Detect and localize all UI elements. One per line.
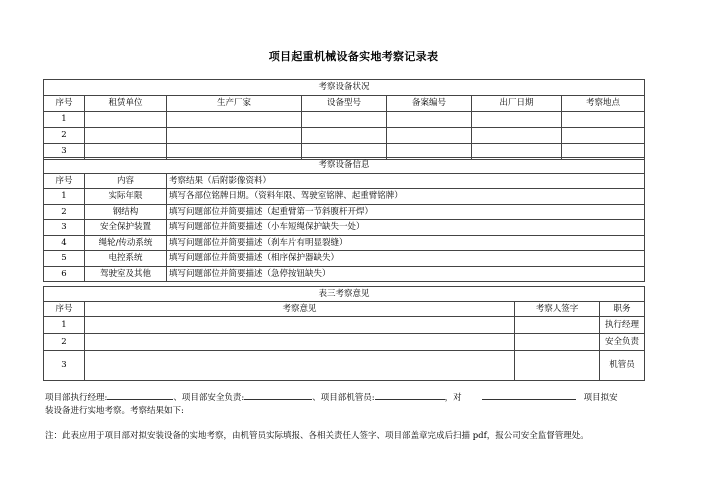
table-row: [44, 334, 645, 351]
column-header: 备案编号: [387, 96, 472, 112]
column-header: 出厂日期: [472, 96, 562, 112]
column-header: 考察结果（后附影像资料）: [167, 173, 645, 189]
equipment-info-table: [43, 157, 645, 282]
column-header: 生产厂家: [167, 96, 302, 112]
blank-cell[interactable]: [167, 112, 302, 128]
inspection-result[interactable]: 填写问题部位并简要描述（相序保护器缺失）: [167, 251, 645, 267]
equipment-officer-label: 、项目部机管员:: [312, 393, 375, 403]
document-title: 项目起重机械设备实地考察记录表: [268, 50, 439, 63]
section-header: 考察设备信息: [44, 158, 645, 174]
section-header: 表三考察意见: [44, 287, 645, 302]
equipment-status-table: [43, 79, 645, 160]
project-blank[interactable]: [482, 391, 576, 400]
column-header: 考察人签字: [515, 302, 600, 317]
table-row: [44, 251, 645, 267]
inspection-result[interactable]: 填写问题部位并简要描述（急停按钮缺失）: [167, 266, 645, 282]
signature-cell[interactable]: [515, 351, 600, 381]
column-header: 租赁单位: [85, 96, 167, 112]
inspection-result[interactable]: 填写各部位铭牌日期。（资料年限、驾驶室铭牌、起重臂铭牌）: [167, 189, 645, 205]
blank-cell[interactable]: [387, 112, 472, 128]
table-row: [44, 235, 645, 251]
blank-cell[interactable]: [472, 128, 562, 144]
statement-line2: 装设备进行实地考察。考察结果如下:: [45, 406, 184, 416]
column-header: 内容: [85, 173, 167, 189]
exec-manager-label: 项目部执行经理:: [45, 393, 108, 403]
blank-cell[interactable]: [302, 112, 387, 128]
table-row: [44, 204, 645, 220]
blank-cell[interactable]: [302, 128, 387, 144]
exec-manager-blank[interactable]: [107, 391, 173, 400]
table-row: [44, 220, 645, 236]
to-label: ，对: [444, 393, 462, 403]
row-number: 1: [44, 317, 85, 334]
inspection-item: 钢结构: [85, 204, 167, 220]
blank-cell[interactable]: [387, 128, 472, 144]
column-header: 序号: [44, 302, 85, 317]
row-number: 2: [44, 204, 85, 220]
table-row: [44, 266, 645, 282]
row-number: 1: [44, 112, 85, 128]
signature-cell[interactable]: [515, 334, 600, 351]
opinion-cell[interactable]: [85, 351, 515, 381]
row-number: 3: [44, 351, 85, 381]
blank-cell[interactable]: [167, 128, 302, 144]
blank-cell[interactable]: [472, 112, 562, 128]
column-header: 序号: [44, 173, 85, 189]
row-number: 3: [44, 220, 85, 236]
table-row: [44, 189, 645, 205]
column-header: 考察地点: [562, 96, 645, 112]
inspection-result[interactable]: 填写问题部位并简要描述（刹车片有明显裂缝）: [167, 235, 645, 251]
blank-cell[interactable]: [562, 112, 645, 128]
equipment-officer-blank[interactable]: [375, 391, 445, 400]
inspection-item: 驾驶室及其他: [85, 266, 167, 282]
opinion-cell[interactable]: [85, 334, 515, 351]
footer-statement: [45, 391, 665, 418]
section-header: 考察设备状况: [44, 80, 645, 96]
column-header: 考察意见: [85, 302, 515, 317]
inspection-item: 实际年限: [85, 189, 167, 205]
column-header: 职务: [600, 302, 645, 317]
role-cell: 执行经理: [600, 317, 645, 334]
row-number: 5: [44, 251, 85, 267]
inspection-result[interactable]: 填写问题部位并简要描述（起重臂第一节斜腹杆开焊）: [167, 204, 645, 220]
row-number: 3: [44, 144, 85, 160]
row-number: 1: [44, 189, 85, 205]
footnote: 注：此表应用于项目部对拟安装设备的实地考察，由机管员实际填报、各相关责任人签字、项目部盖章完成后扫描 pdf，报公司安全监督管理处。: [45, 431, 589, 441]
table-row: [44, 317, 645, 334]
inspection-item: 电控系统: [85, 251, 167, 267]
column-header: 设备型号: [302, 96, 387, 112]
table-row: [44, 128, 645, 144]
safety-officer-label: 、项目部安全负责:: [173, 393, 245, 403]
opinion-cell[interactable]: [85, 317, 515, 334]
inspection-item: 绳轮/传动系统: [85, 235, 167, 251]
inspection-item: 安全保护装置: [85, 220, 167, 236]
signature-cell[interactable]: [515, 317, 600, 334]
row-number: 2: [44, 334, 85, 351]
role-cell: 机管员: [600, 351, 645, 381]
row-number: 2: [44, 128, 85, 144]
statement-tail: 项目拟安: [583, 393, 618, 403]
column-header: 序号: [44, 96, 85, 112]
role-cell: 安全负责: [600, 334, 645, 351]
table-row: [44, 112, 645, 128]
inspection-opinion-table: [43, 286, 645, 381]
row-number: 4: [44, 235, 85, 251]
inspection-result[interactable]: 填写问题部位并简要描述（小车短绳保护缺失一处）: [167, 220, 645, 236]
blank-cell[interactable]: [85, 128, 167, 144]
safety-officer-blank[interactable]: [244, 391, 312, 400]
table-row: [44, 351, 645, 381]
blank-cell[interactable]: [562, 128, 645, 144]
blank-cell[interactable]: [85, 112, 167, 128]
row-number: 6: [44, 266, 85, 282]
